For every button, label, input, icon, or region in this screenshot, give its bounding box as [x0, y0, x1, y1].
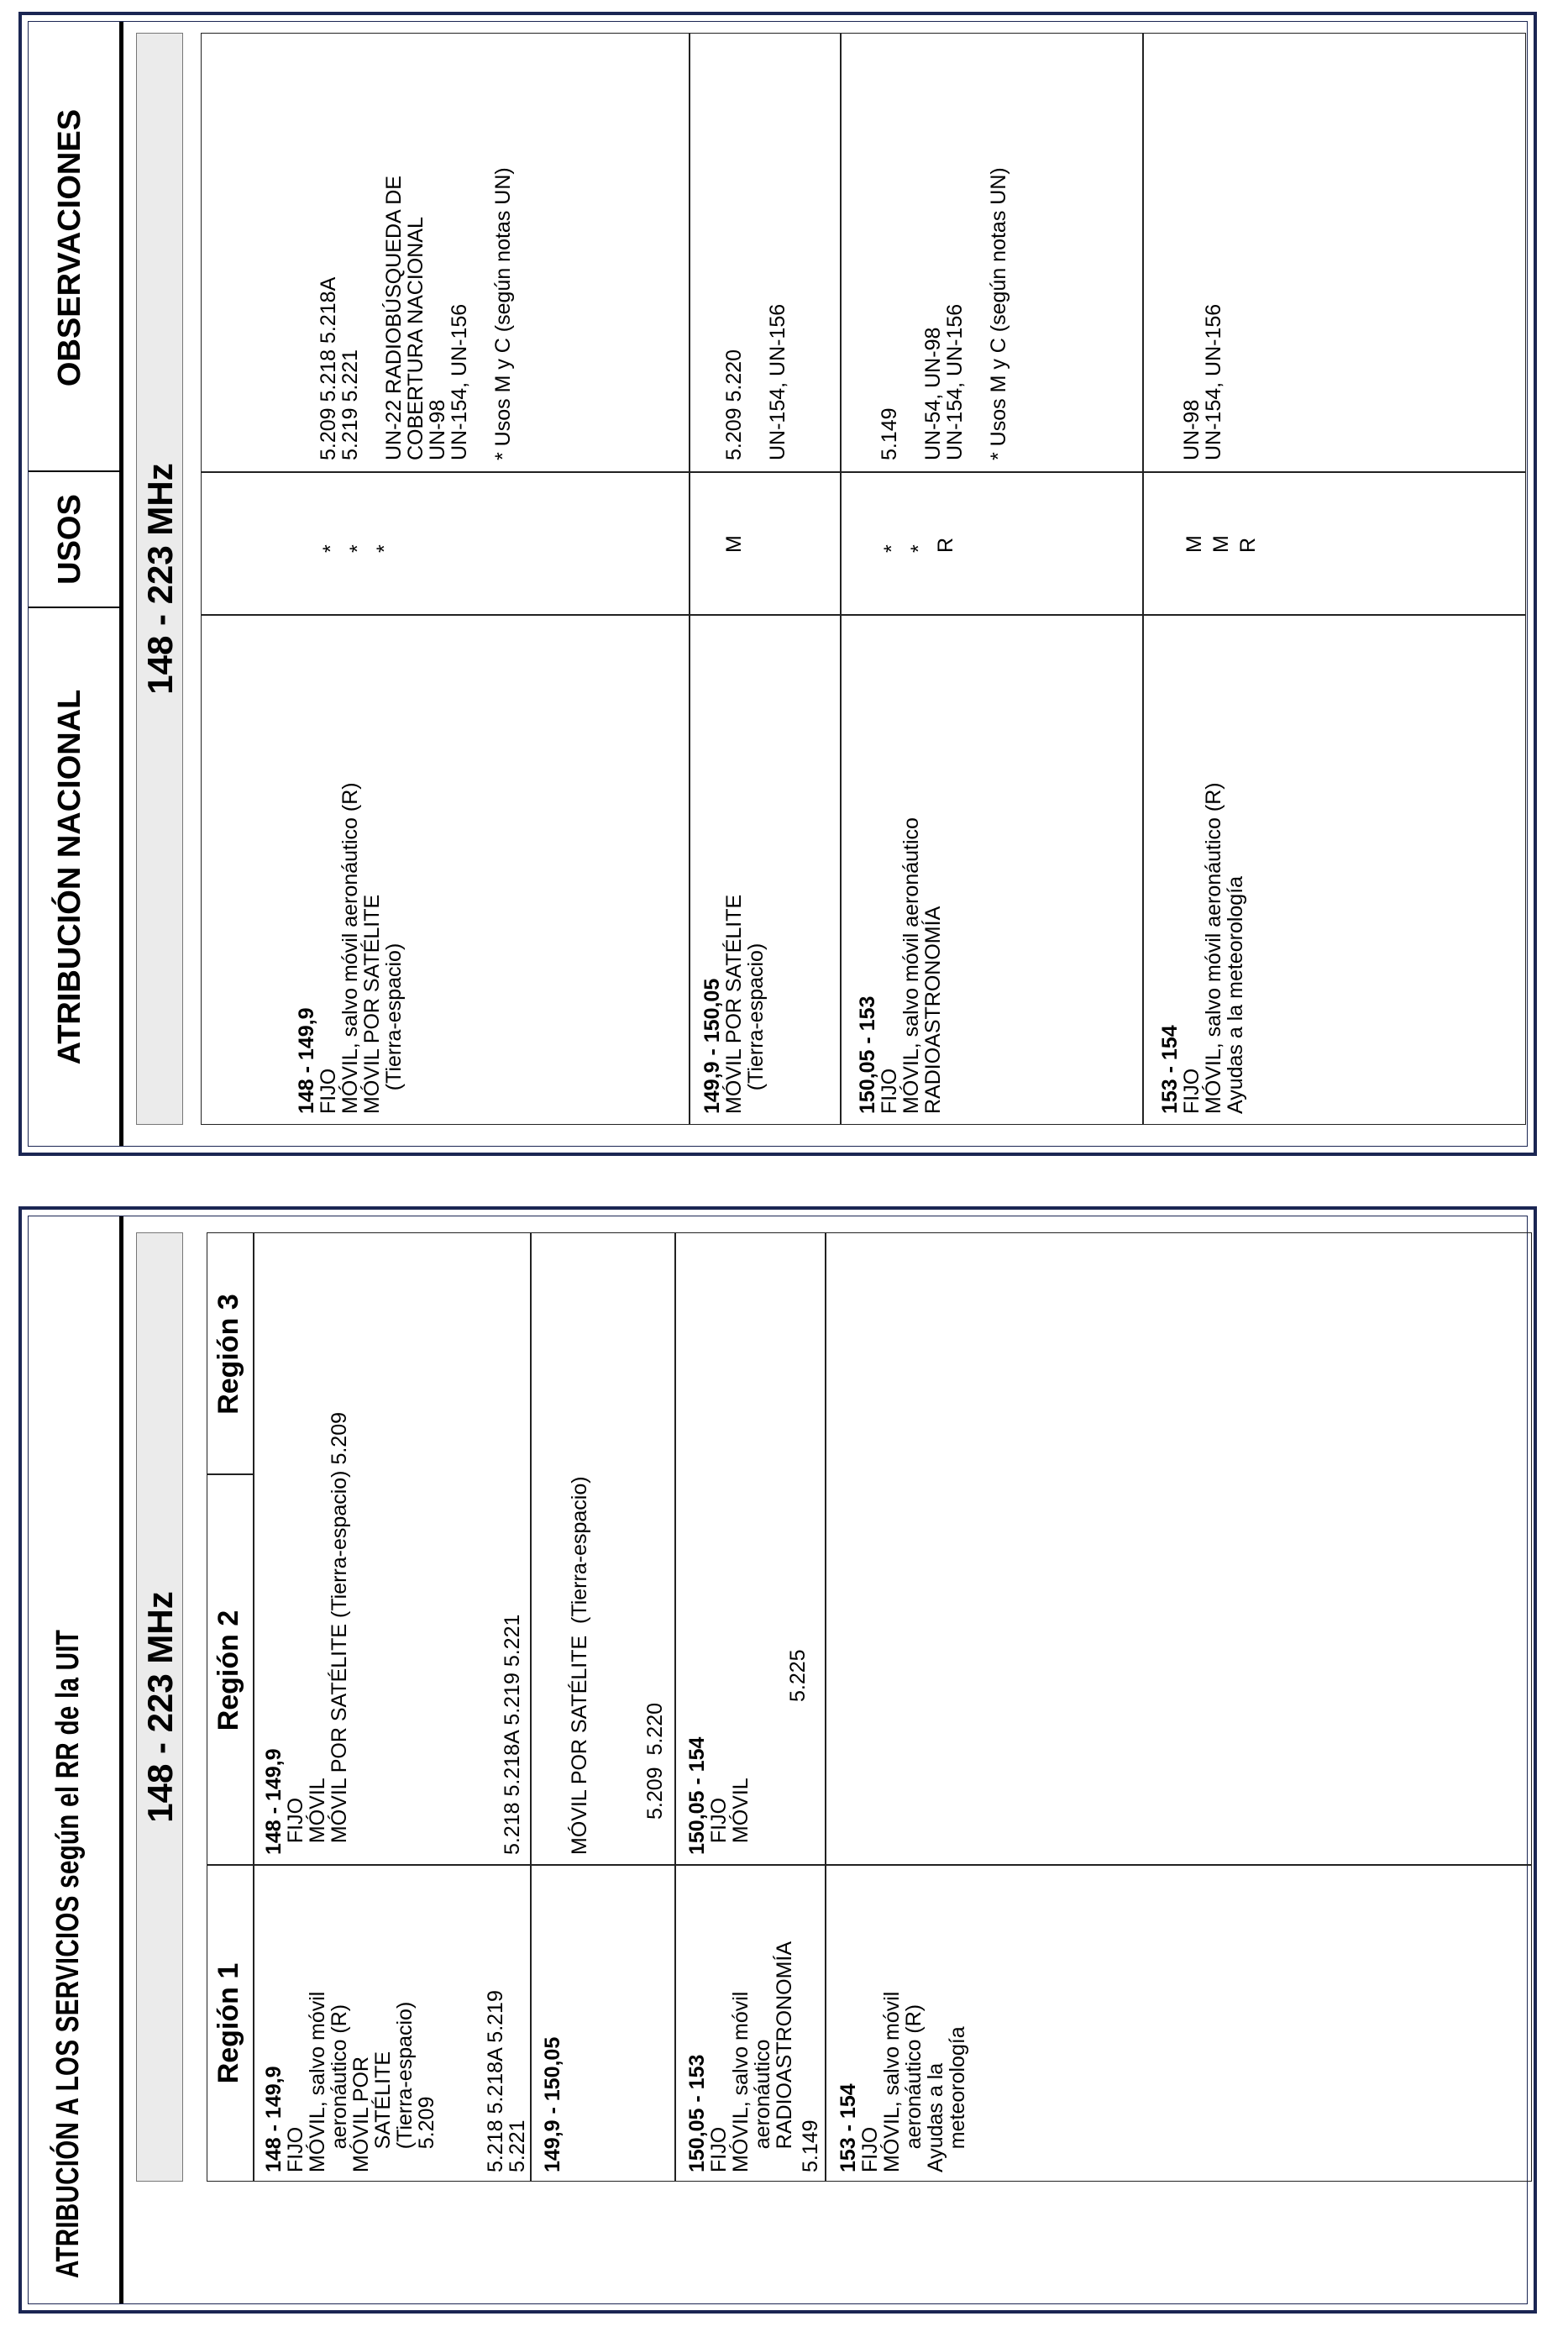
itu-table [207, 1232, 1532, 2182]
r1-row2-freq: 149,9 - 150,05 [541, 2036, 564, 2172]
national-allocation-panel [18, 12, 1537, 1156]
r23-row1-text: FIJO MÓVIL MÓVIL POR SATÉLITE (Tierra-espacio) 5.209 [284, 1411, 351, 1844]
r23-row2-notes: 5.209 5.220 [643, 1702, 667, 1820]
r1-row4-freq: 153 - 154 [836, 2083, 860, 2172]
nat-row1-freq: 148 - 149,9 [295, 1007, 318, 1114]
nat-row3-text: FIJO MÓVIL, salvo móvil aeronáutico RADIOASTRONOMÍA [878, 817, 945, 1114]
nat-row2-obs: 5.209 5.220 UN-154, UN-156 [722, 303, 789, 460]
itu-title: ATRIBUCIÓN A LOS SERVICIOS según el RR de la UIT [50, 1629, 86, 2278]
nat-row3-obs: 5.149 UN-54, UN-98 UN-154, UN-156 * Usos M y C (según notas UN) [878, 167, 1010, 460]
national-band-header: 148 - 223 MHz [136, 33, 183, 1125]
nat-row2-text: MÓVIL POR SATÉLITE (Tierra-espacio) [722, 894, 768, 1114]
header-nacional: ATRIBUCIÓN NACIONAL [52, 689, 87, 1065]
region-1-header: Región 1 [212, 1962, 244, 2084]
header-usos: USOS [52, 494, 87, 585]
nat-row1-obs: 5.209 5.218 5.218A 5.219 5.221 UN-22 RADIOBÚSQUEDA DE COBERTURA NACIONAL UN-98 UN-154, UN-156 * Usos M y C (según notas UN) [317, 167, 515, 460]
national-header-row [29, 22, 123, 1146]
region-3-header: Región 3 [212, 1294, 244, 1415]
nat-row3-freq: 150,05 - 153 [856, 995, 879, 1114]
r1-row4-text: FIJO MÓVIL, salvo móvil aeronáutico (R) Ayudas a la meteorología [858, 1991, 969, 2172]
r23-row3-text: FIJO MÓVIL [707, 1778, 753, 1844]
nat-row4-usos: M M R [1183, 535, 1260, 553]
r23-row2-text: MÓVIL POR SATÉLITE (Tierra-espacio) [568, 1476, 591, 1855]
itu-band-header: 148 - 223 MHz [136, 1232, 183, 2182]
r1-row1-notes: 5.218 5.218A 5.219 5.221 [484, 1990, 529, 2172]
r1-row1-freq: 148 - 149,9 [262, 2066, 286, 2172]
itu-allocation-panel [18, 1206, 1537, 2314]
r23-row1-notes: 5.218 5.218A 5.219 5.221 [501, 1614, 524, 1855]
r1-row3-notes: 5.149 [799, 2119, 822, 2172]
region-2-header: Región 2 [212, 1610, 244, 1731]
nat-row1-text: FIJO MÓVIL, salvo móvil aeronáutico (R) MÓVIL POR SATÉLITE (Tierra-espacio) [317, 782, 406, 1114]
r1-row1-text: FIJO MÓVIL, salvo móvil aeronáutico (R) MÓVIL POR SATÉLITE (Tierra-espacio) 5.209 [284, 1991, 438, 2172]
nat-row1-usos: * * * [319, 544, 396, 553]
nat-row2-usos: M [722, 535, 746, 553]
header-observaciones: OBSERVACIONES [52, 108, 87, 387]
nat-row4-text: FIJO MÓVIL, salvo móvil aeronáutico (R) Ayudas a la meteorología [1180, 782, 1247, 1114]
national-table [201, 33, 1526, 1125]
itu-title-row [29, 1216, 123, 2303]
nat-row4-freq: 153 - 154 [1158, 1025, 1182, 1114]
r23-row1-freq: 148 - 149,9 [262, 1748, 286, 1855]
nat-row4-obs: UN-98 UN-154, UN-156 [1180, 303, 1225, 460]
r1-row3-freq: 150,05 - 153 [685, 2054, 709, 2172]
r1-row3-text: FIJO MÓVIL, salvo móvil aeronáutico RADIOASTRONOMÍA [707, 1941, 796, 2172]
r23-row3-freq: 150,05 - 154 [685, 1736, 709, 1855]
nat-row2-freq: 149,9 - 150,05 [700, 978, 724, 1114]
r23-row3-notes: 5.225 [786, 1649, 810, 1702]
nat-row3-usos: * * R [880, 537, 957, 553]
